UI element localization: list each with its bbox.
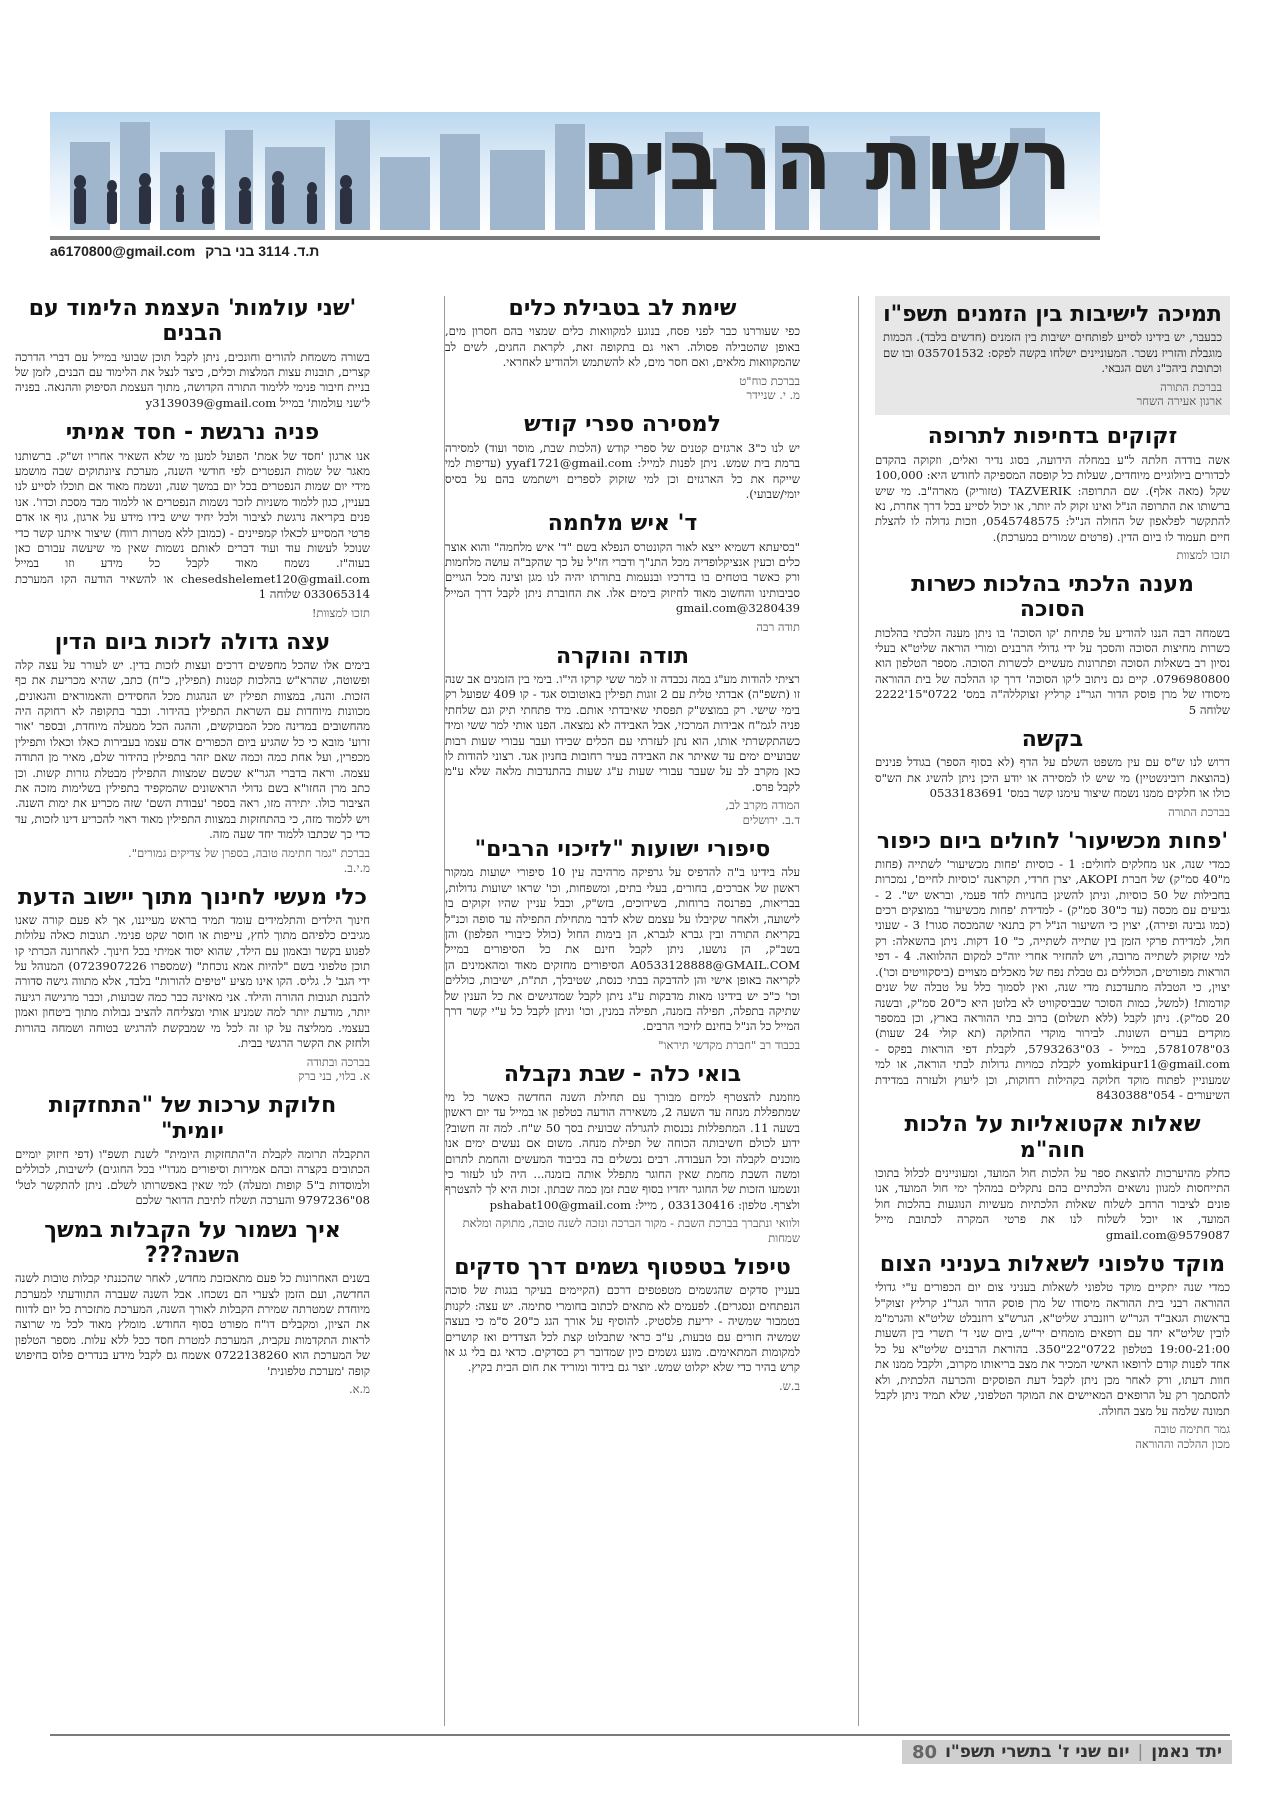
article-body: בעניין סדקים שהגשמים מטפטפים דרכם (הקיימים בעיקר בגגות של סוכה הנפתחים ונסגרים). לפעמים לא מתאים לכתוב בחומרי סתימה. יש עצה: לקנות בטמבור שמשיה - יריעת פלסטיק. להוסיף על אורך הגג כ"20 ס"מ כי בעצה שמשיה חורים עם טבעות, ע"כ כראי שתבלוט קצת לכל הצדדים ואז קושרים למקומות המתאימים. מונע גשמים כיון שמדובר רק בסדקים. כדאי גם בלי גג או קרש בהיר כדי שלא יקלוט שמש. יוצר גם בידוד ומוריד את חום הבית בקיץ. — [445, 1283, 800, 1375]
article-headline: 'שני עולמות' העצמת הלימוד עם הבנים — [28, 296, 357, 347]
column-left — [15, 296, 370, 1736]
page-number: 80 — [912, 1741, 938, 1763]
column-right — [875, 296, 1230, 1736]
article — [875, 572, 1230, 718]
article-headline: מענה הלכתי בהלכות כשרות הסוכה — [911, 572, 1194, 623]
article-headline: למסירה ספרי קודש — [524, 412, 721, 438]
article-signature: מ.א. — [348, 1382, 370, 1397]
article-body: עלה בידינו ב"ה להדפיס על גרפיקה מרהיבה עין 10 סיפורי ישועות ממקור ראשון של אברכים, בחורים, בעלי בתים, ומשפחות, וכו' שראו ישועות גדולות, בבריאות, בפרנסה ברוחות, בשידוכים, בזש"ק, וכבל עניין שהיו זקוקים בו לישועה, ולאחר שקיבלו על עצמם שלא לדבר מתחילת התפילה עד סופה וכנ"ל בקריאת התורה ובין גברא לגברא, הן בימות החול (כולל כיבורי הפלפון) והן בשב"ק, הן נושעו, ניתן לקבל חינם את כל הסיפורים במייל A0533128888@GMAIL.COM הסיפורים מחזקים מאוד ומהאמינים הן לקריאה באופן אישי והן להדבקה בבתי כנסת, שטיבלך, תת"ת, ישיבות, כוללים וכו' כ"כ יש בידינו מאות מדבקות ע"ג ניתן לקבל שמדגישים את כל הענין של שתיקה בתפלה, תפילה בזמנה, תפילה במנין, וכו' וניתן לקבל כל ע"י קשר דרך המייל כל הנ"ל בחינם לזיכוי הרבים. — [445, 865, 800, 1034]
article — [445, 837, 800, 1053]
footer-rule — [50, 1734, 1230, 1736]
article — [15, 1093, 370, 1208]
page-folio — [902, 1740, 1232, 1764]
article-body: בשורה משמחת להורים וחונכים, ניתן לקבל תוכן שבועי במייל עם דברי הדרכה קצרים, תובנות עצות המלצות וכלים, כיצד לנצל את הלימוד עם הבנים, לזמן של בניית חיבור פנימי ללימוד התורה הקדושה, מתוך העצמת הסיפוק וההנאה. בפניה ל'שני עולמות' במייל y3139039@gmail.com — [15, 349, 370, 410]
newspaper-section-title: רשות הרבים — [581, 111, 1074, 209]
article-body: בשמחה רבה הננו להודיע על פתיחת 'קו הסוכה' בו ניתן מענה הלכתי בהלכות כשרות מחיצות הסוכה והסכך על ידי גדולי הרבנים ומורי הוראה שליט"א בעלי נסיון רב בשאלות הסוכה ופתרונות מעשיים לכשרות הסוכה. מספר הטלפון הוא 0796980800. קיים גם ניתוב ל'קו הסוכה' דרך קו ההלכה של בית ההוראה מיסודו של מרן פוסק הדור הגר"נ קרליץ זצוקללה"ה במס' 0722"15'2222 שלוחה 5 — [875, 625, 1230, 717]
article-signature: המודה מקרב לב, ד.ב. ירושלים — [725, 798, 800, 828]
article — [875, 1252, 1230, 1452]
article-body: "בסיעתא דשמיא ייצא לאור הקונטרס הנפלא בשם "ד' איש מלחמה" והוא אוצר כלים וכעין אנציקלופדיה מכל התנ"ך ודברי חז"ל על כך שהקב"ה עושה מלחמות ורק כאשר בוטחים בו בדרכיו ובנעמות בתורתו יהיה לנו מגן וצינה מכל הגויים סביבותינו והחשוב מאוד לחיזוק בימים אלו. את החוברת ניתן לקבל דרך המייל 3280439@gmail.com — [445, 539, 800, 616]
contact-email[interactable]: a6170800@gmail.com — [50, 243, 196, 259]
article — [875, 829, 1230, 1104]
article-signature: תזכו למצוות — [1176, 548, 1230, 563]
article-signature: בברכת התורה ארגון אעירה השחר — [1136, 379, 1222, 409]
article-signature: בברכת "גמר חתימה טובה, בספרן של צדיקים גמורים". מ.י.ב. — [128, 845, 370, 875]
article-signature: בברכת כוח"ט מ. י. שניידר — [739, 373, 800, 403]
article-signature: ולוואי ונתברך בברכת השבת - מקור הברכה ונזכה לשנה טובה, מתוקה ומלאת שמחות — [462, 1216, 800, 1246]
article-headline: חלוקת ערכות של "התחזקות יומית" — [48, 1093, 337, 1144]
article — [445, 1255, 800, 1394]
article — [15, 885, 370, 1085]
folio-separator: | — [1137, 1742, 1144, 1762]
article-headline: מוקד טלפוני לשאלות בעניני הצום — [879, 1251, 1226, 1277]
article-body: התקבלה תרומה לקבלת ה"התחזקות היומית" לשנת תשפ"ו (דפי חיזוק יומיים הכתובים בקצרה ובהם אמירות וסיפורים מגדו"י בכל החוגים) לישיבות, לכוללים ולמוסדות ב"5 קופות ומעלה) למי שאין באפשרותו לשלם. ניתן להתקשר לטל' 08"9797236 והערכה תשלח לתיבת הדואר שלכם — [15, 1146, 370, 1208]
article-headline: פניה נרגשת - חסד אמיתי — [65, 420, 320, 446]
masthead-rule — [50, 236, 1100, 240]
article — [875, 424, 1230, 563]
article-headline: סיפורי ישועות "לזיכוי הרבים" — [474, 837, 771, 862]
column-middle — [445, 296, 800, 1736]
contact-line — [50, 243, 319, 259]
article-headline: זקוקים בדחיפות לתרופה — [927, 424, 1178, 450]
issue-date: יום שני ז' בתשרי תשפ"ו — [945, 1742, 1130, 1762]
article — [15, 1218, 370, 1397]
article-signature: תזכו למצוות! — [311, 605, 370, 620]
article-body: כמדי שנה, אנו מחלקים לחולים: 1 - כוסיות 'פחות מכשיעור' לשתייה (פחות מ"40 סמ"ק) של חברת AKOPI, יצרן חרדי, תקראנה 'כוסיות לחיים', נמכרות בחבילות של 50 כוסיות, וניתן להשיגן בחנויות לחד פעמי, ובראש יש". 2 - גביעים עם מכסה (עד כ"30 סמ"ק) - למדידת 'פחות מכשיעור' במוצקים רכים (כמו גבינה ופירה), יצוין כי השיעור הנ"ל רק בתנאי שהמכסה סגור! 3 - שעוני חול, למדידת פרקי הזמן בין שתייה לשתייה, כ" 10 דקות. ניתן בהשאלה: רק למי שזקוק לשתייה מרובה, ויש להחזיר אחרי יוה"כ למקום ההלוואה. 4 - דפי הוראות מפורטים, הכוללים גם טבלת נפח של מאכלים מצויים (ביסקוויטים וכו'). יצוין, כי הטבלה מתעדכנת מדי שנה, ואין לסמוך כלל על טבלה של שנים קודמות! (למשל, כמות הסוכר שבביסקוויט לא בלוטן היא כ"20 סמ"ק, ובשנה 20 סמ"ק). ניתן לקבל (ללא תשלום) ברוב בתי ההוראה בארץ, וכן במספר מוקדים בערים השונות. לבירור מוקדי החלוקה (תא קולי 24 שעות) 03"5781078, במייל - 03"5793263, לקבלת דפי הוראות בפקס - yomkipur11@gmail.com לקבלת כמויות גדולות לבתי הוראה, או למי שמעוניין לפתוח מוקד חלוקה בקהילות רחוקות, וכן ליעוץ ולעזרה במדידת השיעורים - 054"8430388 — [875, 856, 1230, 1102]
article-signature: בברכת התורה — [1168, 804, 1230, 819]
article-body: מוזמנת להצטרף למיזם מבורך עם תחילת השנה החדשה כאשר כל מי שמתפללת מנחה עד השעה 2, משאירה הודעה בטלפון או במייל עד יום ראשון בשעה 11. המתפללות נכנסות להגרלה שבועית בסך 50 ש"ח. למה זה חשוב? ידוע לכולם חשיבותה הכוחה של תפילת מנחה. משום אם נעשים ימים אנו מוכנים לקבלה וכל העבודה. רבים נכשלים בה בכיבוד המעשים והחמת לתרום ומשה השבת מחמת שאין החוגר מתפלל אותה בזמנה... היה לנו לעזור כי ונשמעו הזכות של החוגר יחדיו בסוף שבת זמן כמה שבתון. זכות היא לך להצטרף ולצרף. טלפון: 033130416 , מייל: pshabat100@gmail.com — [445, 1090, 800, 1212]
article — [445, 644, 800, 828]
contact-address: ת.ד. 3114 בני ברק — [205, 243, 320, 259]
article — [875, 1112, 1230, 1243]
article-body: כחלק מהיערכות להוצאת ספר על הלכות חול המועד, ומעוניינים לכלול בתוכו התייחסות למגוון נושאים הלכתיים בהם נתקלים במהלך ימי חול המועד, אנו פונים לציבור הרחב לשלוח שאלות הלכתיות מעשיות הנוגעות בהלכות חול המועד, או יוכל לשלוח לנו את פרטי המקרה לכתובת מייל 9579087@gmail.com — [875, 1165, 1230, 1242]
article-body: דרוש לנו ש"ס עם עין משפט השלם על הדף (לא בסוף הספר) בגודל פנינים (בהוצאת רובינשטיין) מי שיש לו למסירה או יודע היכן ניתן להשיג את הש"ס כולו או חלקים ממנו נשמח שיצור עימנו קשר במס' 0533183691 — [875, 755, 1230, 801]
article-body: אנו ארגון 'חסד של אמת' הפועל למען מי שלא השאיר אחריו זש"ק. ברשותנו מאגר של שמות הנפטרים לפי חודשי השנה, מערכת ציונתוקים שבה מושמע מידי יום שמות הנפטרים בכל יום במשך שנה, ונשמח מאוד אם תוכלו לסייע לנו בעניין, כגון ללמוד משניות לזכר נשמות הנפטרים או ללמוד מבד מסכת וכדו'. אנו פנים בקריאה נרגשת לציבור ולכל יחיד שיש בידו מידע על ארגון, גוף או אדם פרטי המסייע לכאלו קמפיינים - (כמובן ללא מטרות רווח) שיצור איתנו קשר כדי שנוכל לעשות עוד ועוד דברים לאותם נשמות שאין מי שיעשה עבורם כאן בעוה"ז. נשמח מאוד לקבל כל מידע וזו במייל chesedshelemet120@gmail.com או להשאיר הודעה הקו המערכת 033065314 שלוחה 1 — [15, 448, 370, 602]
article-columns — [15, 296, 1230, 1736]
article-signature: בברכה ובתודה א. בלוי, בני ברק — [298, 1054, 370, 1084]
article-signature: ב.ש. — [779, 1378, 800, 1393]
article-headline: שאלות אקטואליות על הלכות חוה"מ — [904, 1112, 1201, 1163]
article-body: בשנים האחרונות כל פעם מתאכזבת מחדש, לאחר שהכננתי קבלות טובות לשנה החדשה, ועם הזמן לצערי הם נשכחו. אבל השנה שעברה התוודעתי למערכת מיוחדת שמטרתה שמירת הקבלות לאורך השנה, המערכת מתזכרת כל יום לדווח את הציון, ומקבלים דו"ח מפורט בסוף החודש. מומלץ מאוד לכל מי שרוצה לראות התקדמות עקבית, המערכת למטרת חסד ככל ללא עלות. מספר הטלפון של המערכת הוא 0722138260 אשמח גם לקבל מידע בנדרים פלוס בחיפוש קופה 'מערכת טלפונית' — [15, 1271, 370, 1378]
article-headline: 'פחות מכשיעור' לחולים ביום כיפור — [876, 828, 1229, 854]
article-headline: שימת לב בטבילת כלים — [508, 296, 737, 321]
article — [15, 296, 370, 411]
article — [445, 511, 800, 634]
article-signature: תודה רבה — [756, 619, 800, 634]
masthead — [50, 112, 1100, 230]
article-body: חינוך הילדים והתלמידים עומד תמיד בראש מעייננו, אך לא פעם קורה שאנו מגיבים כלפיהם מתוך לחץ, עייפות או חוסר שקט פנימי. תגובות כאלה עלולות לפגוע בקשר ובאמון עם הילד, שהוא יסוד אמיתי בכל חינוך. לאחרונה הכרתי קו תוכן טלפוני בשם "להיות אמא נוכחת" (שמספרו 0723907226) המנוהל על ידי הגב' ל. גליס. הקו אינו מציע "טיפים להורות" בלבד, אלא מתווה גישה סדורה להבנת תגובות ההורה והילד. אני מאזינה כבר כמה שבועות, וכבר מרגישה רגיעה יותר, מודעת יותר למה שמניע אותי ומצליחה להציב גבולות מתוך ביטחון ואמון בעצמי. ממליצה על קו זה לכל מי שמבקשת להרגיש בטוחה ושמחה בהורות ולחזק את הקשר הרגשי בבית. — [15, 912, 370, 1051]
article-body: יש לנו כ"3 ארגזים קטנים של ספרי קודש (הלכות שבת, מוסר ועוד) למסירה ברמת בית שמש. ניתן לפנות למייל: yyaf1721@gmail.com (עדיפות למי שייקח את כל הארגזים וכן למי שזקוק לספרים וישתמש בהם על בסיס יומי/שבועי). — [445, 440, 800, 501]
article-body: בימים אלו שהכל מחפשים דרכים ועצות לזכות בדין. יש לעורר על עצה קלה ופשוטה, שהרא"ש בהלכות קטנות (תפילין, כ"ח) כתב, שהיא מכריעת את כף הזכות. והנה, במצוות תפילין יש הנהגות מכל החסידים והאמוראים והגאונים, מכוונות מיוחדות עם השראת התפילין בהידור. וכבר בתקופה לא רחוקה היה מהחשובים במדינה מכל המבוקשים, וההגה הכל ממעלה מיוחדת, ובספר 'אור זרוע' מובא כי כל שהגיע ביום הכפורים אדם עצמו בעבירות כאלו וכאלו ותפילין מכפרין, ועל אחת כמה וכמה שאם יזהר בתפילין בהידור שלם, מאיר מן התודה עצמה. וראה בדברי הגר"א שכשם שמצוות התפילין מבטלת גזרות קשות. וכן כתב מרן החזו"א בשם גדולי הראשונים שהמקפיד בתפילין בשלימות מזכה את הציבור כולו. יתירה מזו, ראה בספר 'עבודת השם' שזה מכריע את ימות השנה. ויש ללמוד מזה, כי בהתחזקות במצוות התפילין מאוד ראוי להכריע דינו לזכות, עד כדי כך שכתבו ללמוד יחד שעה מזה. — [15, 657, 370, 842]
article-headline: עצה גדולה לזכות ביום הדין — [54, 629, 331, 655]
article-signature: בכבוד רב "חברת מקדשי תיראו" — [658, 1037, 800, 1052]
article-headline: טיפול בטפטוף גשמים דרך סדקים — [454, 1255, 791, 1281]
article-body: כבעבר, יש בידינו לסייע לפותחים ישיבות בין הזמנים (חדשים בלבד). הכמות מוגבלת והזריז נשכר. המעוניינים ישלחו בקשה לפקס: 035701532 ובו שם וכתובת ביהכ"נ ושם הגבאי. — [883, 330, 1222, 376]
article-headline: ד' איש מלחמה — [547, 511, 698, 537]
article — [875, 296, 1230, 415]
article-headline: בואי כלה - שבת נקבלה — [503, 1061, 742, 1087]
article-headline: תמיכה לישיבות בין הזמנים תשפ"ו — [883, 302, 1222, 327]
article — [445, 1062, 800, 1246]
article-body: כפי שעוררנו כבר לפני פסח, בנוגע למקוואות כלים שמצוי בהם חסרון מים, באופן שהטבילה פסולה. ראוי גם בתקופה זאת, לקראת החגים, לשים לב שהמקוואות מלאים, ואם חסר מים, לא להשתמש ולהודיע לאחראי. — [445, 324, 800, 370]
article — [875, 727, 1230, 819]
article-body: כמדי שנה יתקיים מוקד טלפוני לשאלות בעניני צום יום הכפורים ע"י גדולי ההוראה רבני בית ההוראה מיסודו של מרן פוסק הדור הגר"נ קרליץ זצוק"ל בראשות הגאב"ד הגר"ש רוזנברג שליט"א, הגרש"צ רוזנבלט שליט"א והגרמ"מ לובין שליט"א יחד עם רופאים מומחים יר"ש, ביום שני ד' תשרי בין השעות 19:00-21:00 בטלפון 0722"22"350. בהוראת הרבנים שליט"א על כל אחד לפנות קודם לרופאו האישי המכיר את מצב בריאותו מקרוב, ולקבל ממנו את חוות דעתו, ורק לאחר מכן ניתן לקבל דעת הפוסקים והכרעה הלכתית, ולא להסתמך רק על הרופאים המאיישים את המוקד הטלפוני, שלא תמיד ניתן לקבל תמונה שלמה על מצב החולה. — [875, 1280, 1230, 1418]
article-headline: בקשה — [1021, 727, 1084, 753]
article-headline: כלי מעשי לחינוך מתוך יישוב הדעת — [18, 884, 367, 910]
article-signature: גמר חתימה טובה מכון ההלכה וההוראה — [1135, 1421, 1230, 1451]
publication-name: יתד נאמן — [1151, 1742, 1222, 1762]
article — [15, 630, 370, 876]
article-headline: איך נשמור על הקבלות במשך השנה??? — [44, 1217, 341, 1268]
article — [15, 420, 370, 620]
article-body: אשה בודדה חלתה ל"ע במחלה הידועה, בסוג נדיר ואלים, וזקוקה בהקדם לכדורים ביולוגיים מיוחדים, שעלות כל קופסה המספיקה לחודש היא: 100,000 שקל (מאה אלף). שם התרופה: TAZVERIK (טזוריק) מארה"ב. מי שיש ברשותו את התרופה הנ"ל ואינו זקוק לה יותר, או יכול לסייע בכל דרך אחרת, נא להתקשר לפלאפון של החולה הנ"ל: 0545748575, וזכות גדולה לו להצלת חיים תעמוד לו ביום הדין. (פרטים שמורים במערכת). — [875, 452, 1230, 544]
article — [445, 412, 800, 502]
article-body: רציתי להודות מע"ג במה נכבדה זו למר ששי קרקו הי"ו. בימי בין הזמנים אב שנה זו (תשפ"ה) אבדתי טלית עם 2 זוגות תפילין באוטובוס אגד - קו 409 שפועל רק בימי שישי. רק במוצש"ק תפסתי שאיבדתי אותם. מיד פתחתי תיק וגם שלחתי פניה לגמ"ח אבידות המרכזי, אבל האבידה לא נמצאה. הפנו אותי למר ששי ומיד כשהתקשרתי אותו, הוא נתן לעזרתי עם הכלים שבידו ועבר עבורי שעות רבות שבועיים ימים עד שאיתר את האבידה בעיר רחובות בחניון אגד. רצוני להודות לו כאן מקרב לב על שעבר עבורי שעות ע"ג שעות בהתנדבות מלאה שלא ע"מ לקבל פרס. — [445, 671, 800, 794]
article-headline: תודה והוקרה — [555, 643, 690, 669]
article — [445, 296, 800, 403]
